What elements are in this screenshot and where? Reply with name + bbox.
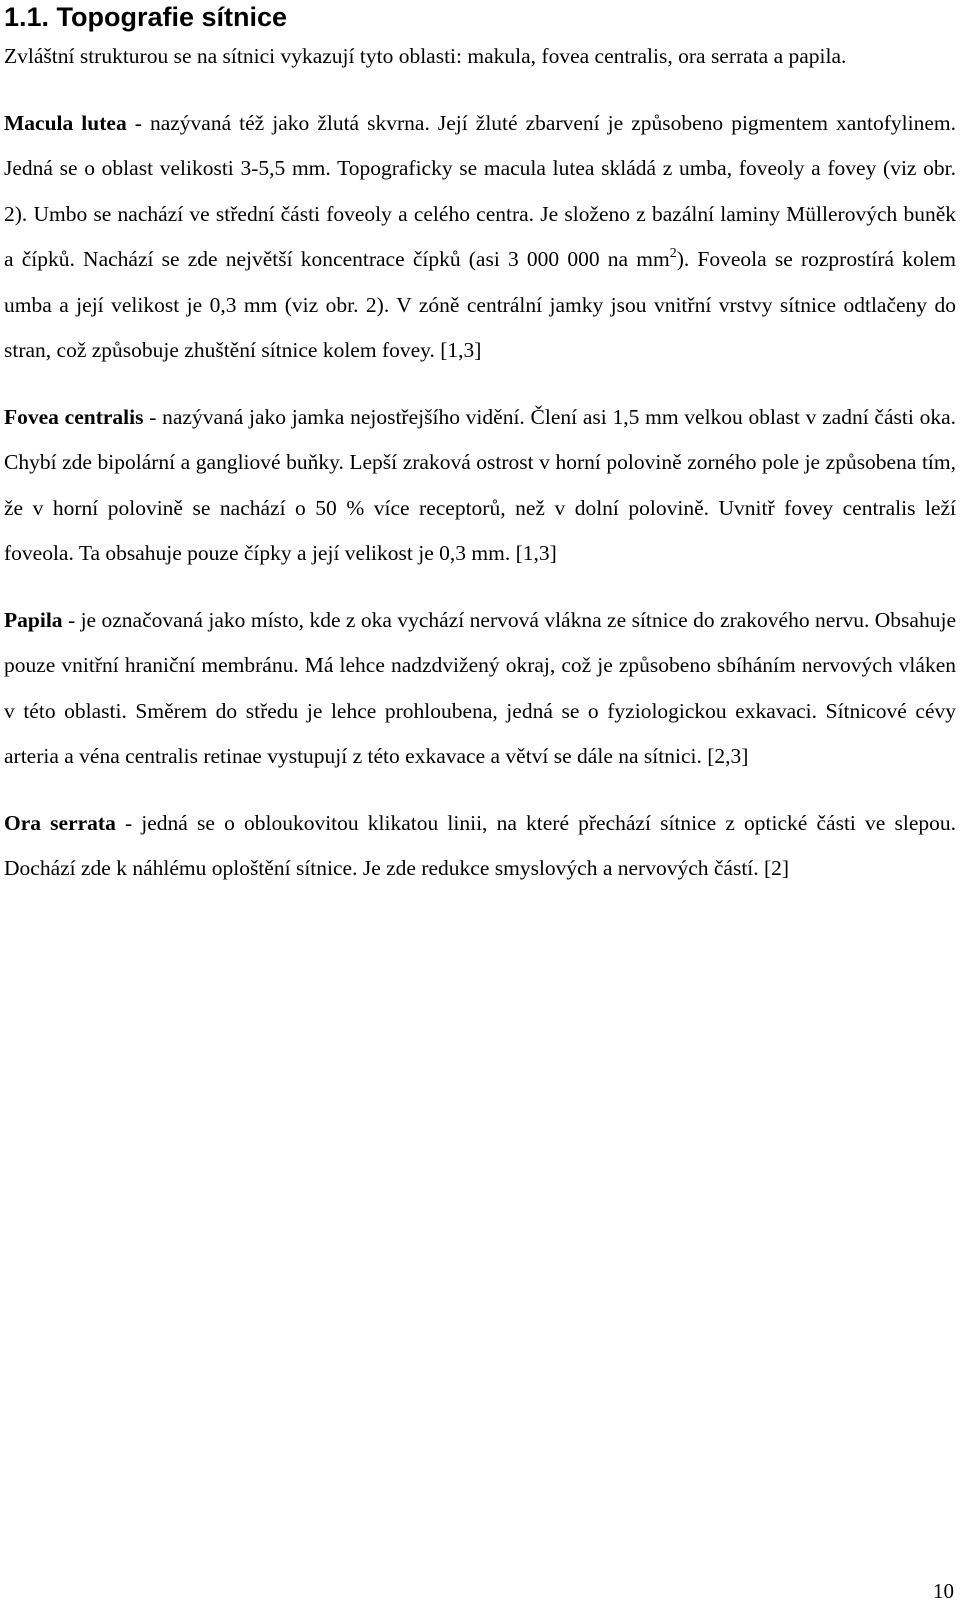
ora-serrata-paragraph <box>4 801 956 892</box>
fovea-paragraph <box>4 395 956 577</box>
intro-paragraph: Zvláštní strukturou se na sítnici vykazují tyto oblasti: makula, fovea centralis, ora serrata a papila. <box>4 44 847 68</box>
macula-superscript: 2 <box>669 246 677 261</box>
papila-paragraph <box>4 598 956 780</box>
papila-text: - je označovaná jako místo, kde z oka vychází nervová vlákna ze sítnice do zrakového nervu. Obsahuje pouze vnitřní hraniční membránu. Má lehce nadzdvižený okraj, což je způsobeno sbíháním nervových vláken v této oblasti. Směrem do středu je lehce prohloubena, jedná se o fyziologickou exkavaci. Sítnicové cévy arteria a véna centralis retinae vystupují z této exkavace a větví se dále na sítnici. [2,3] <box>4 607 956 768</box>
macula-term: Macula lutea <box>4 110 127 135</box>
ora-serrata-text: - jedná se o obloukovitou klikatou linii, na které přechází sítnice z optické části ve slepou. Dochází zde k náhlému oploštění sítnice. Je zde redukce smyslových a nervových částí. [2] <box>4 810 956 880</box>
page-number: 10 <box>933 1579 954 1603</box>
papila-term: Papila <box>4 607 63 632</box>
macula-text-b: ). Foveola se rozprostírá kolem umba a její velikost je 0,3 mm (viz obr. 2). V zóně centrální jamky jsou vnitřní vrstvy sítnice odtlačeny do stran, což způsobuje zhuštění sítnice kolem fovey. [1,3] <box>4 247 956 362</box>
fovea-term: Fovea centralis <box>4 404 144 429</box>
fovea-text: - nazývaná jako jamka nejostřejšího vidění. Člení asi 1,5 mm velkou oblast v zadní části oka. Chybí zde bipolární a gangliové buňky. Lepší zraková ostrost v horní polovině zorného pole je způsobena tím, že v horní polovině se nachází o 50 % více receptorů, než v dolní polovině. Uvnitř fovey centralis leží foveola. Ta obsahuje pouze čípky a její velikost je 0,3 mm. [1,3] <box>4 404 956 565</box>
document-page <box>4 0 956 892</box>
macula-text-a: - nazývaná též jako žlutá skvrna. Její žluté zbarvení je způsobeno pigmentem xantofylinem. Jedná se o oblast velikosti 3-5,5 mm. Topograficky se macula lutea skládá z umba, foveoly a fovey (viz obr. 2). Umbo se nachází ve střední části foveoly a celého centra. Je složeno z bazální laminy Müllerových buněk a čípků. Nachází se zde největší koncentrace čípků (asi 3 000 000 na mm <box>4 110 956 271</box>
section-heading: 1.1. Topografie sítnice <box>4 2 288 32</box>
ora-serrata-term: Ora serrata <box>4 810 116 835</box>
macula-paragraph <box>4 101 956 374</box>
